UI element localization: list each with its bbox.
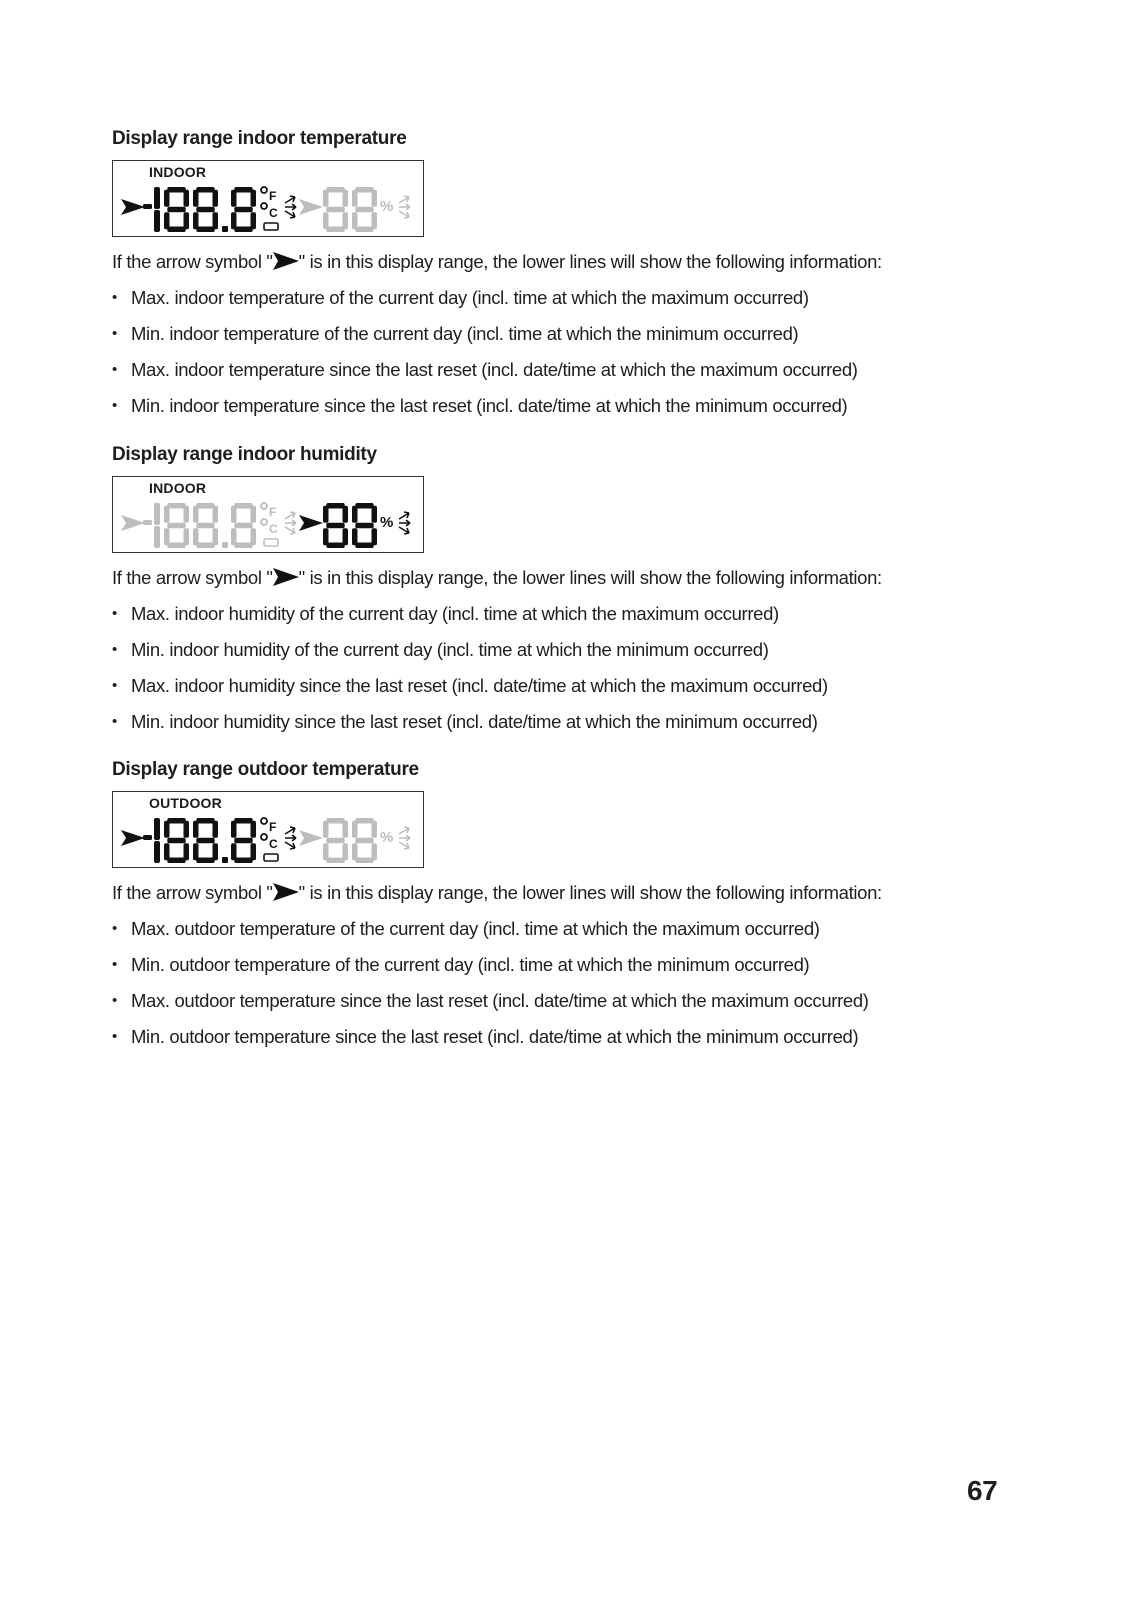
intro-after: " is in this display range, the lower lines will show the following information: [298,251,882,272]
humidity-trend-icon [399,196,410,218]
humidity-arrow-icon [299,199,323,215]
digit-8 [164,503,189,548]
digit-8 [352,818,377,863]
intro-after: " is in this display range, the lower lines will show the following information: [298,882,882,903]
list-item: • Min. indoor temperature of the current day (incl. time at which the minimum occurred) [112,323,1012,345]
arrow-symbol-icon [273,567,299,587]
arrow-symbol-icon [273,251,299,271]
intro-text [112,882,1012,904]
percent-unit: % [380,198,394,215]
decimal-point [222,857,228,863]
digit-one-lower [154,210,160,232]
percent-unit: % [380,829,394,846]
digit-8 [193,187,218,232]
digit-one-upper [154,187,160,209]
battery-icon [264,854,278,861]
lcd-display [112,791,424,868]
digit-8 [323,187,348,232]
digit-8 [231,187,256,232]
digit-one-upper [154,818,160,840]
humidity-trend-icon [399,827,410,849]
decimal-point [222,226,228,232]
humidity-arrow-icon [299,830,323,846]
lcd-display [112,476,424,553]
digit-8 [193,818,218,863]
temp-trend-icon [285,827,296,849]
digit-8 [231,503,256,548]
unit-f: F [269,189,277,203]
section-heading: Display range indoor temperature [112,128,407,149]
lcd-segments [113,477,423,552]
digit-8 [193,503,218,548]
unit-c: C [269,206,278,220]
info-list [112,603,1012,733]
list-item: • Max. indoor humidity of the current day (incl. time at which the maximum occurred) [112,603,1012,625]
list-item: • Max. indoor temperature of the current day (incl. time at which the maximum occurred) [112,287,1012,309]
list-item: • Min. outdoor temperature of the current day (incl. time at which the minimum occurred) [112,954,1012,976]
lcd-segments [113,792,423,867]
info-list [112,918,1012,1048]
digit-8 [231,818,256,863]
degree-icon [261,818,267,824]
percent-unit: % [380,514,394,531]
degree-icon [261,503,267,509]
list-item: • Min. indoor humidity of the current day (incl. time at which the minimum occurred) [112,639,1012,661]
humidity-arrow-icon [299,515,323,531]
intro-text [112,567,1012,589]
digit-8 [323,503,348,548]
list-item: • Min. indoor temperature since the last reset (incl. date/time at which the minimum occurred) [112,395,1012,417]
list-item: • Min. indoor humidity since the last reset (incl. date/time at which the minimum occurred) [112,711,1012,733]
digit-one-lower [154,841,160,863]
temp-arrow-icon [121,515,145,531]
temp-trend-icon [285,512,296,534]
degree-icon [261,203,267,209]
section-outdoor-temperature [112,759,1012,1062]
humidity-trend-icon [399,512,410,534]
digit-8 [352,187,377,232]
page-number: 67 [967,1475,998,1506]
lcd-label: INDOOR [149,480,207,496]
intro-after: " is in this display range, the lower lines will show the following information: [298,567,882,588]
unit-c: C [269,837,278,851]
minus-segment [143,835,152,840]
intro-before: If the arrow symbol " [112,882,273,903]
lcd-segments [113,161,423,236]
temp-trend-icon [285,196,296,218]
lcd-label: OUTDOOR [149,795,222,811]
minus-segment [143,204,152,209]
digit-8 [323,818,348,863]
list-item: • Max. indoor temperature since the last reset (incl. date/time at which the maximum occurred) [112,359,1012,381]
intro-before: If the arrow symbol " [112,567,273,588]
section-heading: Display range indoor humidity [112,444,377,465]
intro-before: If the arrow symbol " [112,251,273,272]
digit-one-upper [154,503,160,525]
minus-segment [143,520,152,525]
temp-arrow-icon [121,830,145,846]
lcd-display [112,160,424,237]
digit-8 [164,818,189,863]
list-item: • Max. outdoor temperature since the last reset (incl. date/time at which the maximum occurred) [112,990,1012,1012]
decimal-point [222,542,228,548]
unit-f: F [269,505,277,519]
info-list [112,287,1012,417]
list-item: • Max. outdoor temperature of the current day (incl. time at which the maximum occurred) [112,918,1012,940]
degree-icon [261,519,267,525]
battery-icon [264,223,278,230]
degree-icon [261,834,267,840]
section-heading: Display range outdoor temperature [112,759,419,780]
degree-icon [261,187,267,193]
section-indoor-temperature [112,128,1012,431]
unit-c: C [269,522,278,536]
temp-arrow-icon [121,199,145,215]
digit-8 [164,187,189,232]
arrow-symbol-icon [273,882,299,902]
list-item: • Min. outdoor temperature since the last reset (incl. date/time at which the minimum occurred) [112,1026,1012,1048]
lcd-label: INDOOR [149,164,207,180]
digit-one-lower [154,526,160,548]
list-item: • Max. indoor humidity since the last reset (incl. date/time at which the maximum occurred) [112,675,1012,697]
intro-text [112,251,1012,273]
unit-f: F [269,820,277,834]
digit-8 [352,503,377,548]
battery-icon [264,539,278,546]
section-indoor-humidity [112,444,1012,747]
